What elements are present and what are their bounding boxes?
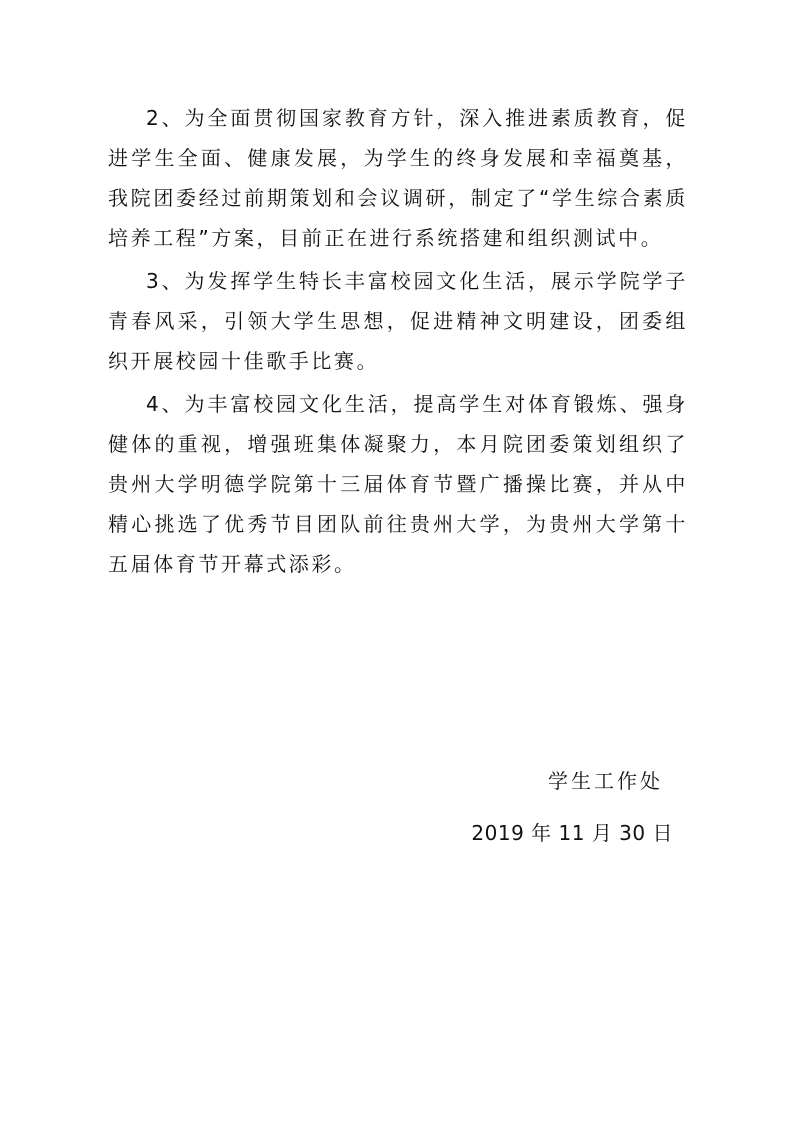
signature-date: 2019 年 11 月 30 日 [471, 821, 673, 845]
paragraph-4: 4、为丰富校园文化生活，提高学生对体育锻炼、强身健体的重视，增强班集体凝聚力，本月院团委策划组织了贵州大学明德学院第十三届体育节暨广播操比赛，并从中精心挑选了优秀节目团队前往贵州大学，为贵州大学第十五届体育节开幕式添彩。 [108, 392, 688, 576]
signature-block [471, 761, 681, 853]
paragraph-2: 2、为全面贯彻国家教育方针，深入推进素质教育，促进学生全面、健康发展，为学生的终身发展和幸福奠基，我院团委经过前期策划和会议调研，制定了“学生综合素质培养工程”方案，目前正在进行系统搭建和组织测试中。 [108, 106, 688, 250]
signature-department: 学生工作处 [548, 769, 663, 793]
document-body [108, 98, 688, 584]
paragraph-3: 3、为发挥学生特长丰富校园文化生活，展示学院学子青春风采，引领大学生思想，促进精神文明建设，团委组织开展校园十佳歌手比赛。 [108, 269, 688, 373]
